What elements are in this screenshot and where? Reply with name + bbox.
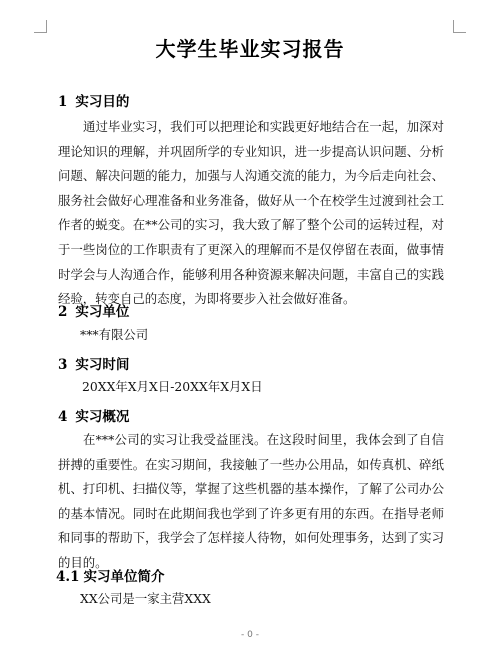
section-heading-text: 实习单位简介 xyxy=(83,569,165,585)
document-title: 大学生毕业实习报告 xyxy=(155,37,345,61)
section-heading xyxy=(58,300,129,320)
section-heading-text: 实习目的 xyxy=(75,94,130,110)
section-paragraph: 通过毕业实习，我们可以把理论和实践更好地结合在一起，加深对理论知识的理解，并巩固所学的专业知识，进一步提高认识问题、分析问题、解决问题的能力，加强与人沟通交流的能力，为今后走向社会、服务社会做好心理准备和业务准备，做好从一个在校学生过渡到社会工作者的蜕变。在**公司的实习，我大致了解了整个公司的运转过程，对于一些岗位的工作职责有了更深入的理解而不是仅停留在表面，做事情时学会与人沟通合作，能够利用各种资源来解决问题，丰富自己的实践经验，转变自己的态度，为即将要步入社会做好准备。 xyxy=(58,119,444,307)
margin-corner-mark xyxy=(34,20,47,33)
section-heading xyxy=(58,353,129,373)
margin-corner-mark xyxy=(453,20,466,33)
section-number: 3 xyxy=(58,357,68,373)
section-heading xyxy=(58,90,129,110)
section-number: 4 xyxy=(58,409,68,425)
section-number: 1 xyxy=(58,94,68,110)
section-heading-text: 实习概况 xyxy=(75,409,130,425)
section-number: 2 xyxy=(58,304,68,320)
section-line: 20XX年X月X日-20XX年X月X日 xyxy=(82,379,263,394)
page-number: - 0 - xyxy=(241,630,259,640)
section-paragraph: 在***公司的实习让我受益匪浅。在这段时间里，我体会到了自信拼搏的重要性。在实习期间，我接触了一些办公用品，如传真机、碎纸机、打印机、扫描仪等，掌握了这些机器的基本操作，了解了公司办公的基本情况。同时在此期间我也学到了许多更有用的东西。在指导老师和同事的帮助下，我学会了怎样接人待物，如何处理事务，达到了实习的目的。 xyxy=(58,432,444,570)
section-heading-text: 实习单位 xyxy=(75,304,130,320)
section-number: 4.1 xyxy=(56,569,80,585)
section-heading xyxy=(56,565,165,585)
section-heading xyxy=(58,405,129,425)
section-line: XX公司是一家主营XXX xyxy=(80,591,211,606)
section-heading-text: 实习时间 xyxy=(75,357,130,373)
section-line: ***有限公司 xyxy=(80,327,149,342)
